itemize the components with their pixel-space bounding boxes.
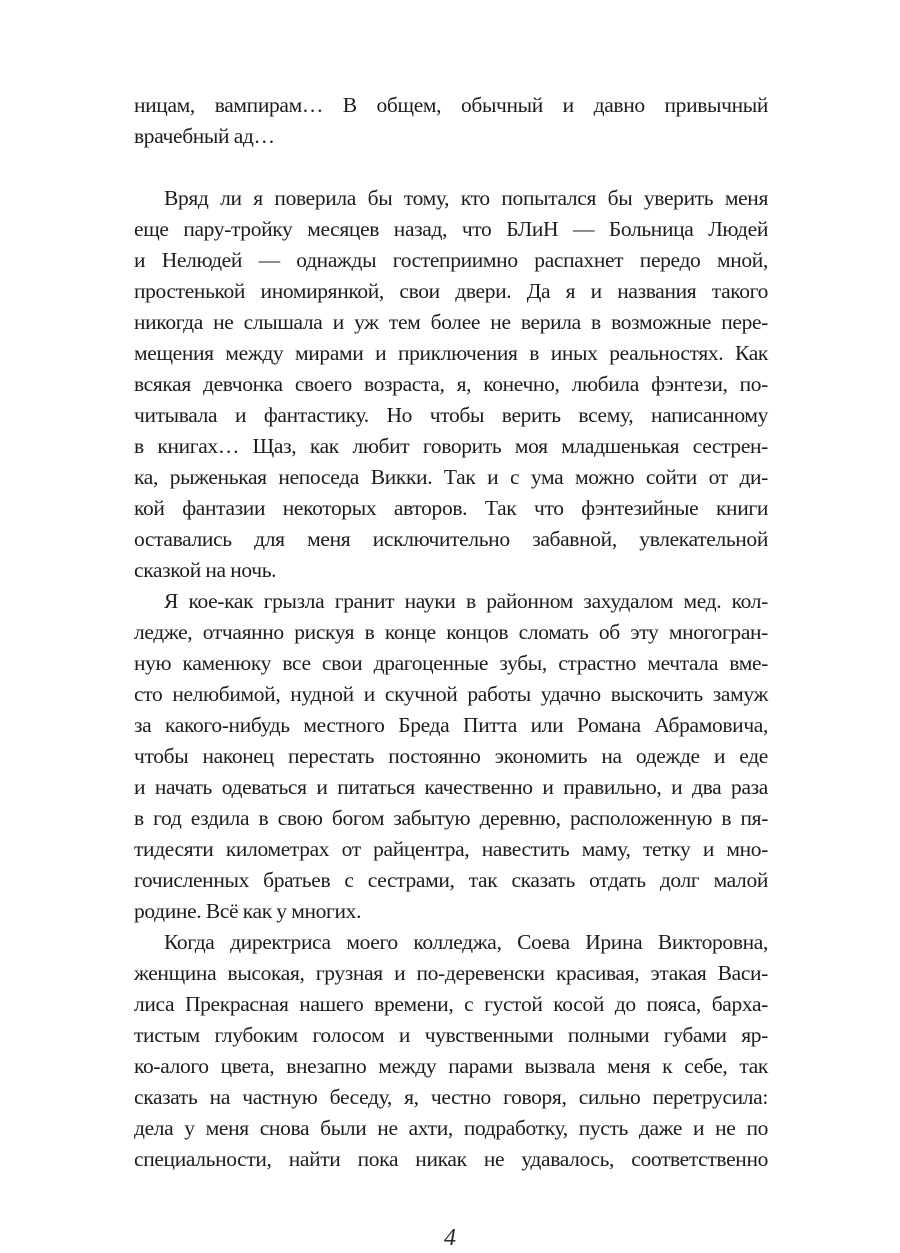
text-line: тидесяти километрах от райцентра, навестить маму, тетку и мно- (134, 837, 768, 861)
text-line: мещения между мирами и приключения в иных реальностях. Как (134, 341, 768, 365)
text-line: ко-алого цвета, внезапно между парами вызвала меня к себе, так (134, 1054, 768, 1078)
text-line: оставались для меня исключительно забавной, увлекательной (134, 527, 768, 551)
text-line: тистым глубоким голосом и чувственными полными губами яр- (134, 1023, 768, 1047)
text-line: гочисленных братьев с сестрами, так сказать отдать долг малой (134, 868, 768, 892)
paragraph-3 (134, 586, 768, 927)
text-line: ную каменюку все свои драгоценные зубы, страстно мечтала вме- (134, 651, 768, 675)
page-number: 4 (444, 1225, 456, 1251)
text-line: простенькой иномирянкой, свои двери. Да я и названия такого (134, 279, 768, 303)
text-line: никогда не слышала и уж тем более не верила в возможные пере- (134, 310, 768, 334)
text-line: сказкой на ночь. (134, 558, 277, 582)
text-line: специальности, найти пока никак не удавалось, соответственно (134, 1147, 768, 1171)
text-line: сказать на частную беседу, я, честно говоря, сильно перетрусила: (134, 1085, 768, 1109)
text-line: ка, рыженькая непоседа Викки. Так и с ума можно сойти от ди- (134, 465, 768, 489)
text-line: ледже, отчаянно рискуя в конце концов сломать об эту многогран- (134, 620, 768, 644)
text-line: Вряд ли я поверила бы тому, кто попытался бы уверить меня (164, 186, 768, 210)
text-line: и начать одеваться и питаться качественно и правильно, и два раза (134, 775, 768, 799)
text-line: читывала и фантастику. Но чтобы верить всему, написанному (134, 403, 768, 427)
text-line: и Нелюдей — однажды гостеприимно распахнет передо мной, (134, 248, 768, 272)
paragraph-4 (134, 927, 768, 1175)
body-text (134, 90, 768, 1175)
text-line: врачебный ад… (134, 124, 275, 148)
text-line: сто нелюбимой, нудной и скучной работы удачно выскочить замуж (134, 682, 768, 706)
paragraph-1 (134, 90, 768, 152)
text-line: всякая девчонка своего возраста, я, конечно, любила фэнтези, по- (134, 372, 768, 396)
text-line: женщина высокая, грузная и по-деревенски красивая, этакая Васи- (134, 961, 768, 985)
text-line: кой фантазии некоторых авторов. Так что фэнтезийные книги (134, 496, 768, 520)
paragraph-2 (134, 183, 768, 586)
text-line: дела у меня снова были не ахти, подработку, пусть даже и не по (134, 1116, 768, 1140)
text-line: Я кое-как грызла гранит науки в районном захудалом мед. кол- (164, 589, 768, 613)
text-line: ницам, вампирам… В общем, обычный и давно привычный (134, 93, 768, 117)
text-line: в книгах… Щаз, как любит говорить моя младшенькая сестрен- (134, 434, 768, 458)
text-line: еще пару-тройку месяцев назад, что БЛиН — Больница Людей (134, 217, 768, 241)
text-line: родине. Всё как у многих. (134, 899, 362, 923)
text-line: чтобы наконец перестать постоянно экономить на одежде и еде (134, 744, 768, 768)
text-line: за какого-нибудь местного Бреда Питта или Романа Абрамовича, (134, 713, 768, 737)
text-line: в год ездила в свою богом забытую деревню, расположенную в пя- (134, 806, 768, 830)
text-line: Когда директриса моего колледжа, Соева Ирина Викторовна, (164, 930, 768, 954)
text-line: лиса Прекрасная нашего времени, с густой косой до пояса, барха- (134, 992, 768, 1016)
